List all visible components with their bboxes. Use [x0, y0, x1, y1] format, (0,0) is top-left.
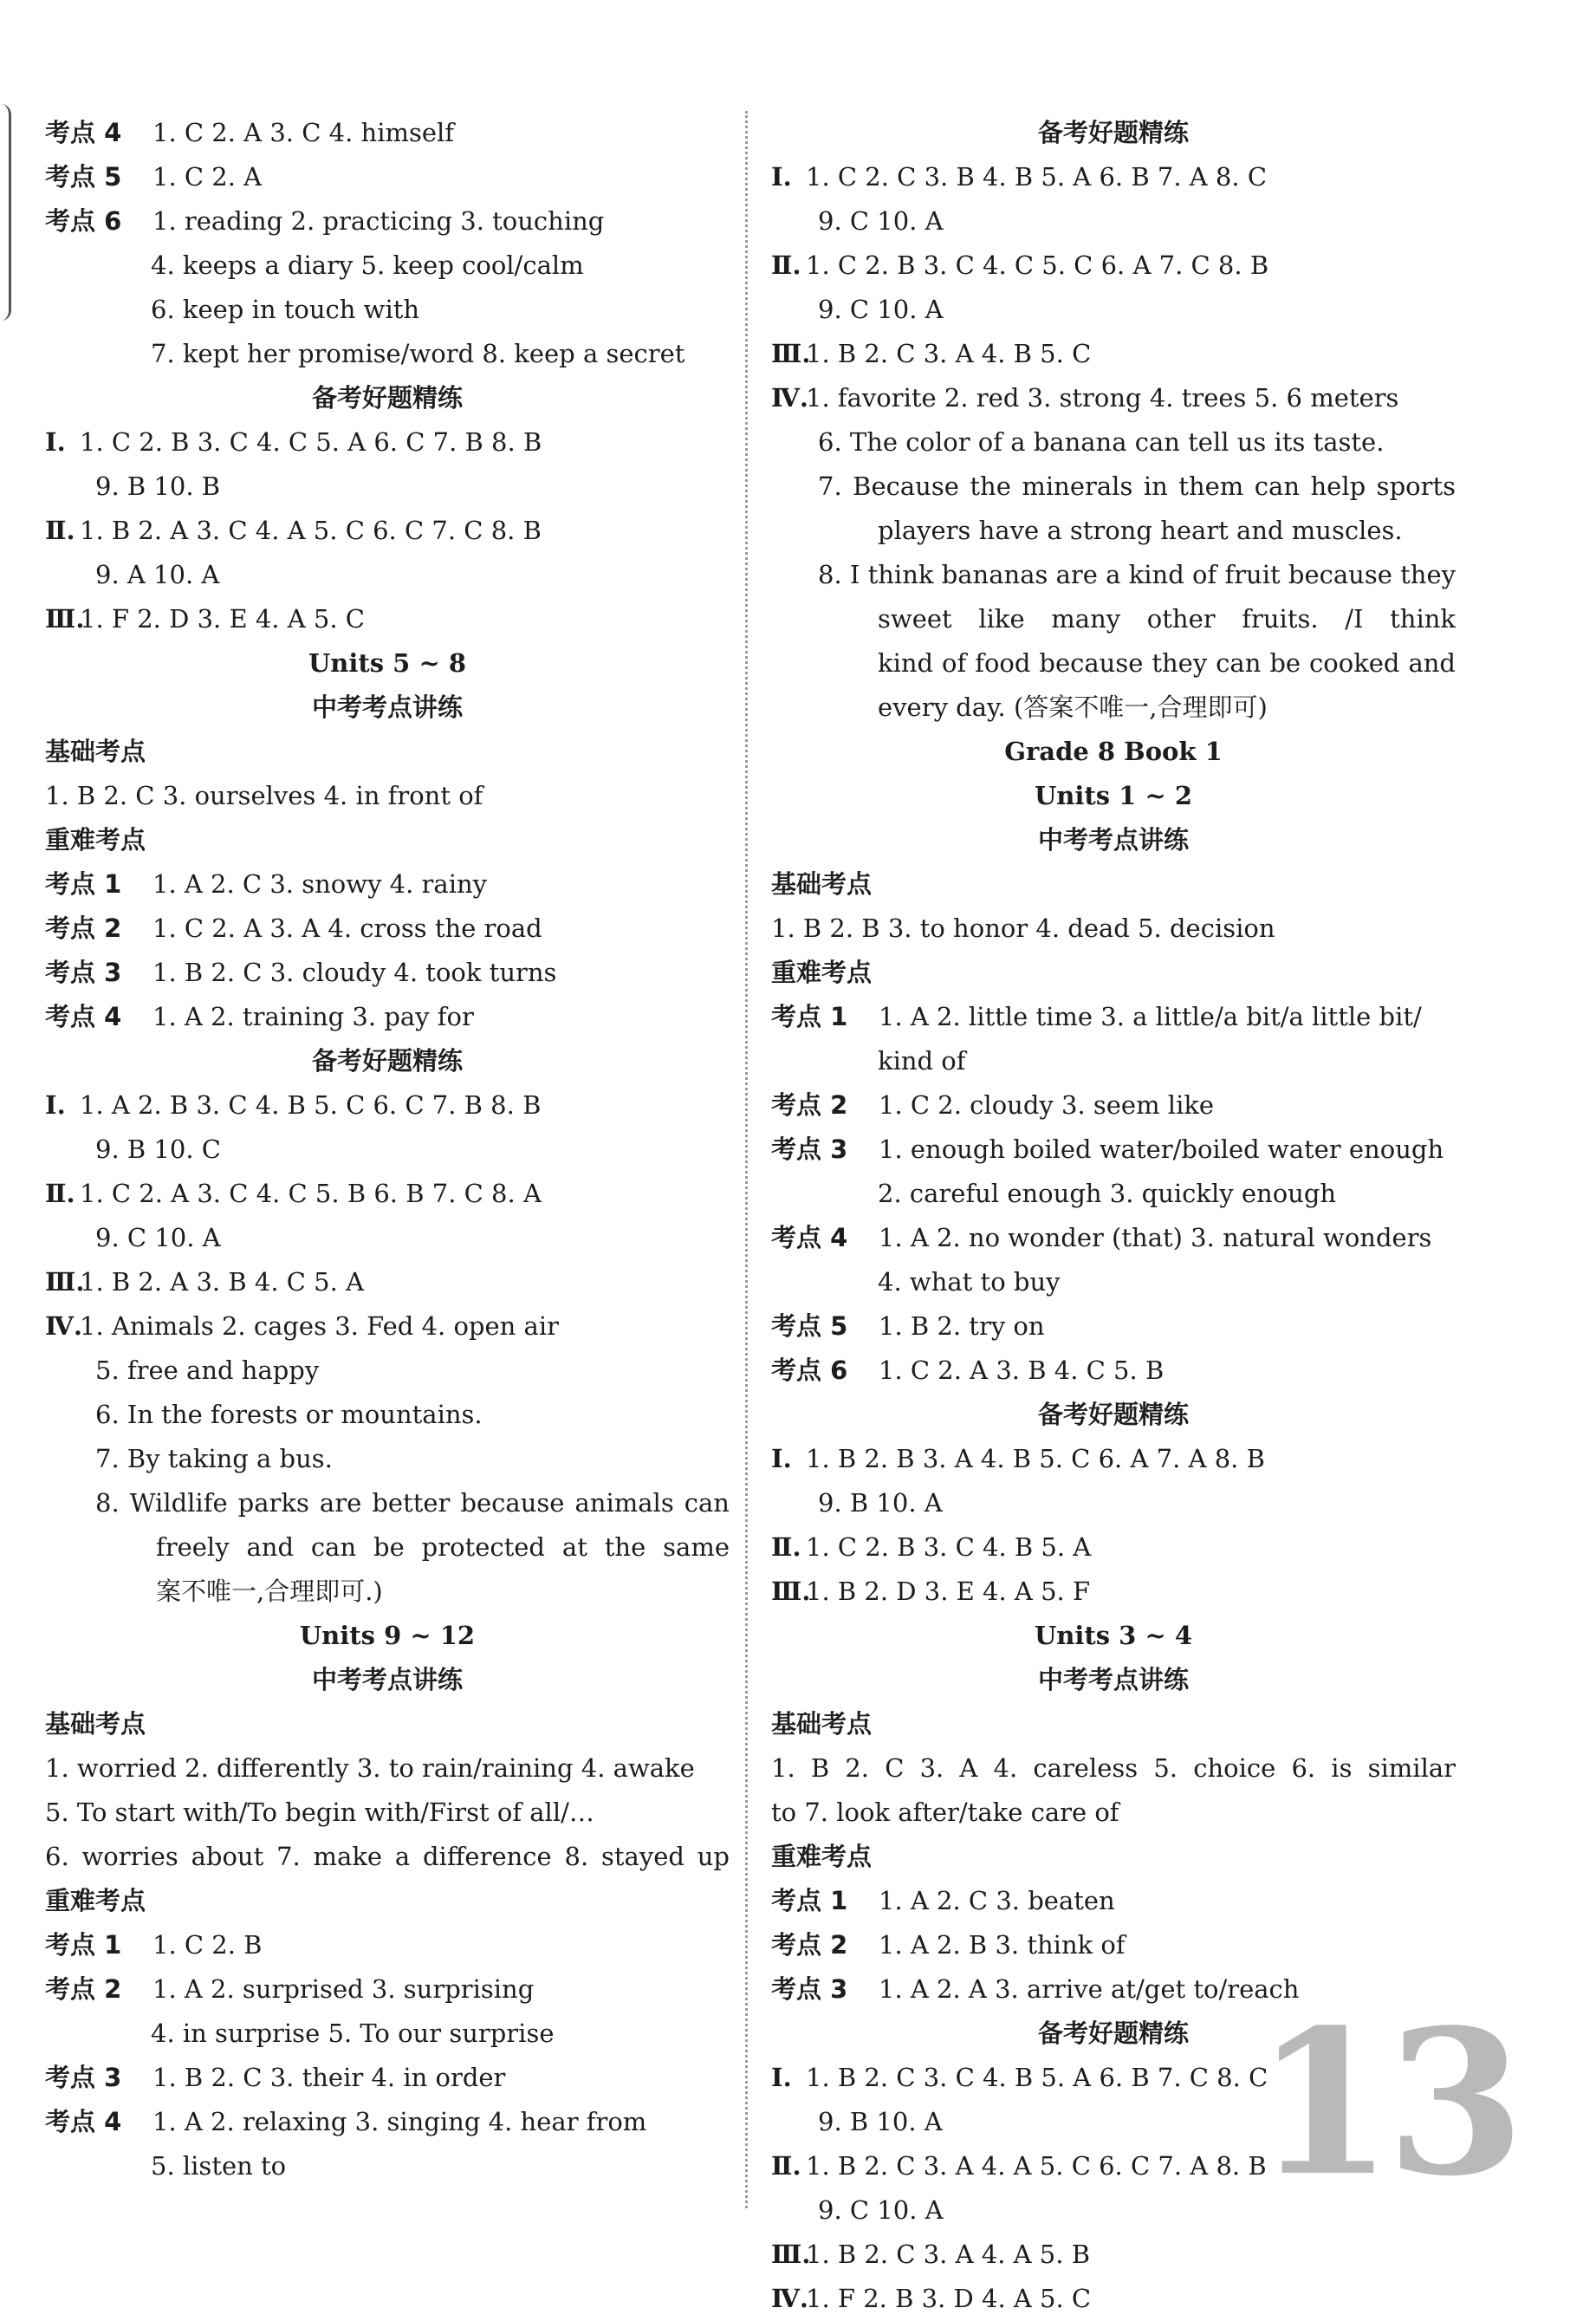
key-point-label: 考点 1 [45, 869, 122, 899]
answer-items: 1. A 2. little time 3. a little/a bit/a little bit/ [879, 1002, 1422, 1031]
answer-items: 1. A 2. no wonder (that) 3. natural wonders [879, 1223, 1432, 1252]
roman-numeral-label: Ⅱ. [771, 2151, 801, 2181]
section-heading: 备考好题精练 [1037, 2019, 1189, 2048]
answer-line: 9. C 10. A [818, 295, 944, 324]
answer-line: 7. kept her promise/word 8. keep a secret [151, 339, 685, 368]
answer-items: 1. B 2. C 3. their 4. in order [152, 2063, 506, 2092]
answer-line: 9. A 10. A [95, 560, 220, 589]
roman-numeral-label: Ⅲ. [45, 604, 85, 634]
section-label: 重难考点 [45, 825, 146, 855]
answer-line: 9. B 10. A [818, 2107, 943, 2136]
exercise-row [45, 1304, 730, 1349]
roman-numeral-label: Ⅱ. [771, 1532, 801, 1562]
section-heading: 备考好题精练 [1037, 118, 1189, 147]
section-heading: 中考考点讲练 [1037, 1665, 1189, 1694]
answer-items: 1. C 2. B [152, 1930, 263, 1960]
section-heading: Units 5 ~ 8 [308, 648, 467, 678]
exercise-row [45, 1172, 730, 1216]
key-point-row [771, 1304, 1456, 1349]
key-point-row [45, 1967, 730, 2012]
key-point-label: 考点 5 [771, 1311, 848, 1341]
roman-numeral-label: Ⅰ. [45, 427, 66, 457]
answer-line: 5. free and happy [95, 1356, 320, 1385]
answer-items: 1. B 2. C 3. A 4. A 5. C 6. C 7. A 8. B [806, 2151, 1267, 2181]
roman-numeral-label: Ⅲ. [771, 1577, 811, 1606]
binding-mark [0, 104, 11, 321]
key-point-row [45, 995, 730, 1039]
answer-items: 1. B 2. D 3. E 4. A 5. F [806, 1577, 1091, 1606]
answer-line: 6. keep in touch with [151, 295, 420, 324]
answer-items: 1. B 2. B 3. A 4. B 5. C 6. A 7. A 8. B [806, 1444, 1265, 1473]
answer-line: every day. (答案不唯一,合理即可) [878, 692, 1268, 722]
left-column [45, 111, 730, 2188]
answer-items: 1. A 2. C 3. snowy 4. rainy [152, 869, 488, 899]
exercise-row [45, 1083, 730, 1128]
exercise-row [45, 420, 730, 465]
answer-items: 1. B 2. A 3. B 4. C 5. A [80, 1267, 365, 1297]
key-point-label: 考点 5 [45, 162, 122, 192]
key-point-row [45, 111, 730, 155]
key-point-row [771, 1923, 1456, 1967]
section-label: 基础考点 [771, 1709, 873, 1739]
section-label: 基础考点 [771, 869, 873, 899]
answer-line: 9. B 10. A [818, 1488, 943, 1518]
roman-numeral-label: Ⅲ. [45, 1267, 85, 1297]
answer-items: 1. B 2. try on [879, 1311, 1045, 1341]
key-point-label: 考点 3 [45, 958, 122, 987]
key-point-label: 考点 1 [771, 1002, 848, 1031]
exercise-row [45, 597, 730, 641]
key-point-row [771, 1879, 1456, 1923]
key-point-label: 考点 2 [45, 913, 122, 943]
answer-items: 1. C 2. B 3. C 4. B 5. A [806, 1532, 1092, 1562]
answer-line: 1. B 2. C 3. A 4. careless 5. choice 6. is similar [771, 1753, 1456, 1783]
key-point-row [771, 1083, 1456, 1128]
section-heading: Units 3 ~ 4 [1034, 1621, 1193, 1650]
answer-line: 9. C 10. A [95, 1223, 221, 1252]
answer-items: 1. favorite 2. red 3. strong 4. trees 5. 6 meters [806, 383, 1399, 413]
exercise-row [771, 1437, 1456, 1481]
section-label: 基础考点 [45, 1709, 146, 1739]
answer-items: 1. A 2. training 3. pay for [152, 1002, 474, 1031]
answer-items: 1. A 2. relaxing 3. singing 4. hear from [152, 2107, 647, 2136]
answer-line: 8. I think bananas are a kind of fruit because they [818, 560, 1456, 589]
answer-line: 9. B 10. B [95, 471, 221, 501]
section-heading: Units 1 ~ 2 [1034, 781, 1193, 810]
key-point-label: 考点 3 [771, 1134, 848, 1164]
roman-numeral-label: Ⅱ. [45, 516, 75, 545]
answer-items: 1. B 2. C 3. C 4. B 5. A 6. B 7. C 8. C [806, 2063, 1268, 2092]
answer-items: 1. C 2. A 3. C 4. himself [152, 118, 455, 147]
column-divider [745, 111, 748, 2208]
answer-items: 1. A 2. surprised 3. surprising [152, 1974, 535, 2004]
key-point-row [45, 2100, 730, 2144]
answer-line: kind of [878, 1046, 966, 1076]
exercise-row [771, 1570, 1456, 1614]
key-point-label: 考点 1 [771, 1886, 848, 1915]
exercise-row [771, 155, 1456, 199]
answer-line: 6. The color of a banana can tell us its taste. [818, 427, 1385, 457]
key-point-label: 考点 6 [771, 1356, 848, 1385]
exercise-row [45, 1260, 730, 1304]
answer-items: 1. enough boiled water/boiled water enough [879, 1134, 1444, 1164]
answer-line: 6. In the forests or mountains. [95, 1400, 483, 1429]
answer-line: 6. worries about 7. make a difference 8. stayed up [45, 1842, 730, 1871]
answer-line: 1. B 2. C 3. ourselves 4. in front of [45, 781, 483, 810]
answer-line: 4. in surprise 5. To our surprise [151, 2019, 555, 2048]
key-point-label: 考点 3 [771, 1974, 848, 2004]
key-point-row [45, 2056, 730, 2100]
key-point-label: 考点 4 [45, 118, 122, 147]
roman-numeral-label: Ⅰ. [771, 2063, 792, 2092]
answer-items: 1. C 2. A 3. B 4. C 5. B [879, 1356, 1165, 1385]
roman-numeral-label: Ⅳ. [771, 2284, 809, 2313]
key-point-row [45, 1923, 730, 1967]
key-point-label: 考点 2 [771, 1090, 848, 1120]
answer-items: 1. C 2. B 3. C 4. C 5. A 6. C 7. B 8. B [80, 427, 542, 457]
section-heading: 中考考点讲练 [311, 692, 463, 722]
answer-line: players have a strong heart and muscles. [878, 516, 1403, 545]
exercise-row [45, 509, 730, 553]
key-point-label: 考点 6 [45, 206, 122, 236]
roman-numeral-label: Ⅲ. [771, 339, 811, 368]
answer-items: 1. C 2. A 3. C 4. C 5. B 6. B 7. C 8. A [80, 1179, 542, 1208]
section-heading: 备考好题精练 [311, 1046, 463, 1076]
answer-items: 1. B 2. C 3. cloudy 4. took turns [152, 958, 557, 987]
answer-items: 1. C 2. A [152, 162, 263, 192]
roman-numeral-label: Ⅱ. [45, 1179, 75, 1208]
section-heading: 中考考点讲练 [1037, 825, 1189, 855]
answer-line: 4. what to buy [878, 1267, 1061, 1297]
key-point-row [45, 199, 730, 244]
answer-line: freely and can be protected at the same [156, 1532, 730, 1562]
section-heading: 中考考点讲练 [311, 1665, 463, 1694]
roman-numeral-label: Ⅰ. [771, 162, 792, 192]
roman-numeral-label: Ⅳ. [45, 1311, 83, 1341]
answer-line: 7. By taking a bus. [95, 1444, 333, 1473]
key-point-row [45, 155, 730, 199]
key-point-row [771, 1128, 1456, 1172]
exercise-row [771, 376, 1456, 420]
key-point-label: 考点 4 [45, 1002, 122, 1031]
answer-items: 1. B 2. C 3. A 4. B 5. C [806, 339, 1092, 368]
key-point-row [771, 1216, 1456, 1260]
key-point-label: 考点 1 [45, 1930, 122, 1960]
answer-line: 案不唯一,合理即可.) [156, 1577, 383, 1606]
page-number: 13 [1255, 1986, 1519, 2220]
answer-items: 1. C 2. A 3. A 4. cross the road [152, 913, 542, 943]
answer-line: sweet like many other fruits. /I think [878, 604, 1456, 634]
roman-numeral-label: Ⅱ. [771, 250, 801, 280]
answer-items: 1. B 2. C 3. A 4. A 5. B [806, 2240, 1091, 2269]
answer-line: 9. C 10. A [818, 206, 944, 236]
key-point-label: 考点 2 [45, 1974, 122, 2004]
section-heading: Grade 8 Book 1 [1004, 737, 1223, 766]
exercise-row [771, 2277, 1456, 2321]
section-label: 重难考点 [771, 958, 873, 987]
answer-line: 9. B 10. C [95, 1134, 221, 1164]
answer-line: 9. C 10. A [818, 2195, 944, 2225]
key-point-row [45, 862, 730, 907]
key-point-label: 考点 4 [771, 1223, 848, 1252]
answer-items: 1. A 2. B 3. think of [879, 1930, 1126, 1960]
section-heading: 备考好题精练 [1037, 1400, 1189, 1429]
answer-items: 1. A 2. C 3. beaten [879, 1886, 1115, 1915]
roman-numeral-label: Ⅲ. [771, 2240, 811, 2269]
key-point-row [771, 995, 1456, 1039]
section-label: 基础考点 [45, 737, 146, 766]
key-point-label: 考点 3 [45, 2063, 122, 2092]
answer-line: 1. worried 2. differently 3. to rain/raining 4. awake [45, 1753, 695, 1783]
answer-items: 1. A 2. B 3. C 4. B 5. C 6. C 7. B 8. B [80, 1090, 542, 1120]
section-label: 重难考点 [45, 1886, 146, 1915]
exercise-row [771, 244, 1456, 288]
key-point-row [45, 907, 730, 951]
roman-numeral-label: Ⅰ. [45, 1090, 66, 1120]
key-point-row [45, 951, 730, 995]
answer-items: 1. A 2. A 3. arrive at/get to/reach [879, 1974, 1300, 2004]
answer-items: 1. reading 2. practicing 3. touching [152, 206, 605, 236]
answer-items: 1. C 2. C 3. B 4. B 5. A 6. B 7. A 8. C [806, 162, 1268, 192]
answer-items: 1. B 2. A 3. C 4. A 5. C 6. C 7. C 8. B [80, 516, 542, 545]
section-heading: Units 9 ~ 12 [299, 1621, 476, 1650]
answer-line: 4. keeps a diary 5. keep cool/calm [151, 250, 584, 280]
answer-items: 1. C 2. B 3. C 4. C 5. C 6. A 7. C 8. B [806, 250, 1269, 280]
key-point-row [771, 1349, 1456, 1393]
answer-line: 7. Because the minerals in them can help sports [818, 471, 1456, 501]
answer-line: 1. B 2. B 3. to honor 4. dead 5. decision [771, 913, 1275, 943]
section-label: 重难考点 [771, 1842, 873, 1871]
answer-items: 1. Animals 2. cages 3. Fed 4. open air [80, 1311, 559, 1341]
answer-line: 2. careful enough 3. quickly enough [878, 1179, 1337, 1208]
key-point-label: 考点 2 [771, 1930, 848, 1960]
roman-numeral-label: Ⅳ. [771, 383, 809, 413]
answer-items: 1. F 2. B 3. D 4. A 5. C [806, 2284, 1092, 2313]
answer-line: 5. listen to [151, 2151, 287, 2181]
key-point-label: 考点 4 [45, 2107, 122, 2136]
answer-items: 1. C 2. cloudy 3. seem like [879, 1090, 1215, 1120]
exercise-row [771, 332, 1456, 376]
exercise-row [771, 1525, 1456, 1570]
answer-line: kind of food because they can be cooked and [878, 648, 1456, 678]
section-heading: 备考好题精练 [311, 383, 463, 413]
answer-line: to 7. look after/take care of [771, 1798, 1119, 1827]
answer-line: 5. To start with/To begin with/First of all/… [45, 1798, 594, 1827]
roman-numeral-label: Ⅰ. [771, 1444, 792, 1473]
answer-line: 8. Wildlife parks are better because animals can [95, 1488, 730, 1518]
answer-items: 1. F 2. D 3. E 4. A 5. C [80, 604, 365, 634]
exercise-row [771, 2233, 1456, 2277]
